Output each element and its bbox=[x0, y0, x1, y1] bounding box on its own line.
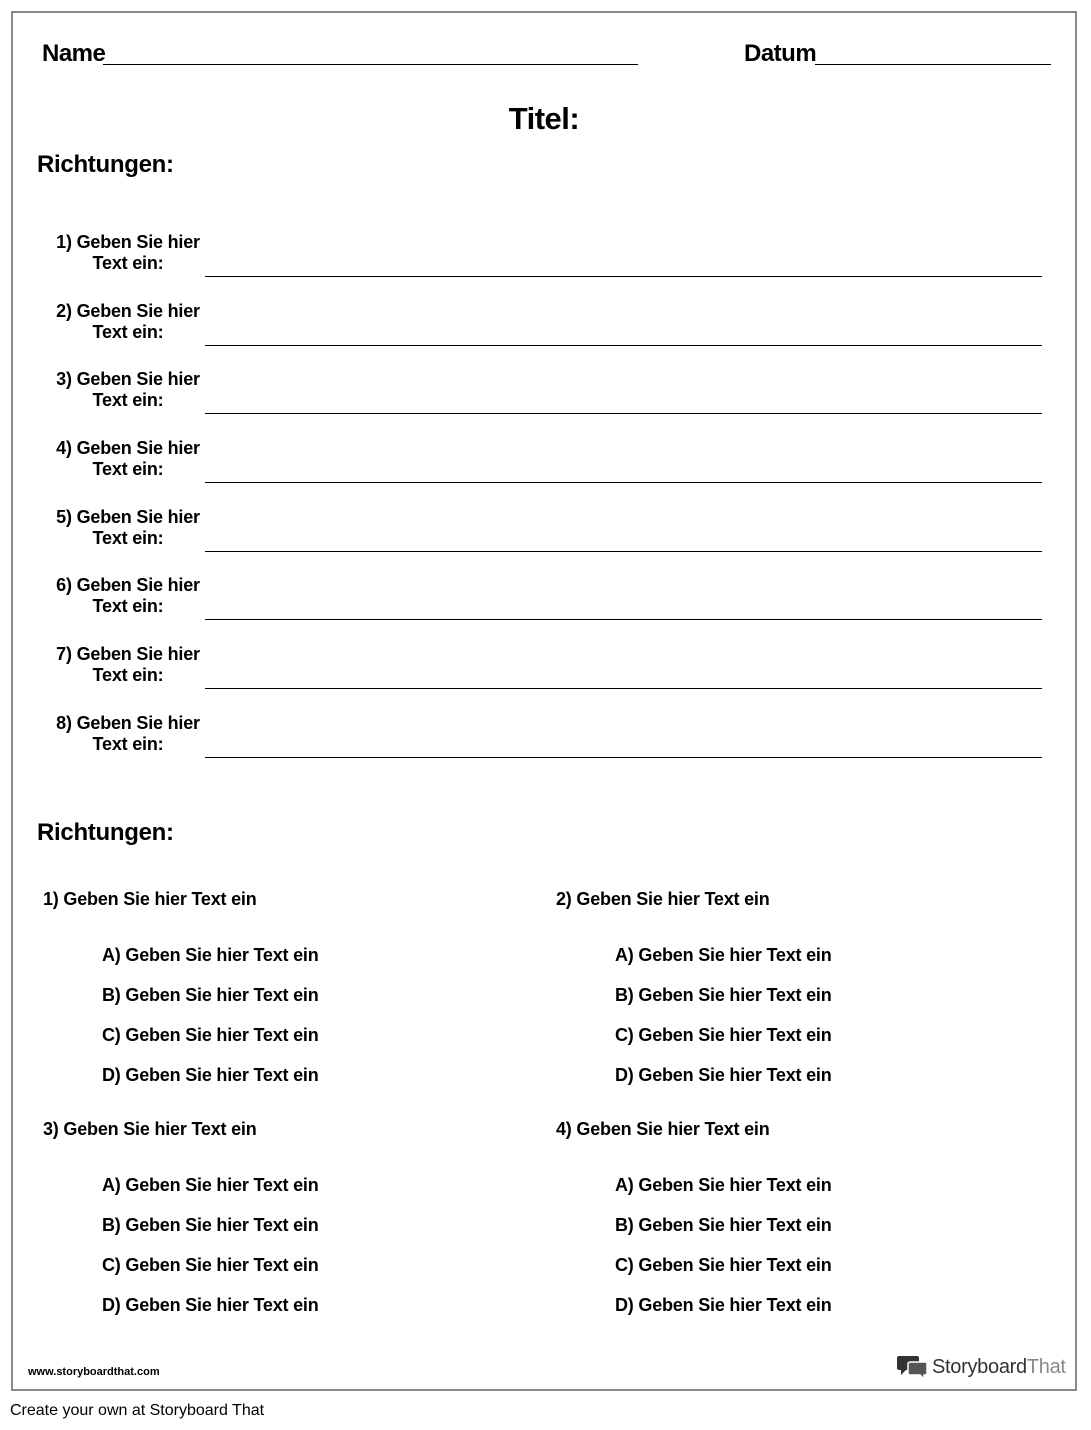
question-label: 6) Geben Sie hier Text ein: bbox=[56, 575, 200, 616]
directions-heading-1: Richtungen: bbox=[37, 151, 174, 178]
answer-line[interactable] bbox=[205, 413, 1042, 414]
question-label: 3) Geben Sie hier Text ein: bbox=[56, 369, 200, 410]
short-answer-item bbox=[53, 575, 203, 617]
answer-line[interactable] bbox=[205, 688, 1042, 689]
worksheet-page bbox=[11, 11, 1077, 1391]
footer-url[interactable]: www.storyboardthat.com bbox=[28, 1366, 160, 1378]
mc-option[interactable]: B) Geben Sie hier Text ein bbox=[615, 1215, 832, 1235]
short-answer-item bbox=[53, 301, 203, 343]
mc-question-2: 2) Geben Sie hier Text ein bbox=[556, 889, 770, 909]
mc-question-3: 3) Geben Sie hier Text ein bbox=[43, 1119, 257, 1139]
short-answer-item bbox=[53, 369, 203, 411]
short-answer-item bbox=[53, 507, 203, 549]
mc-option[interactable]: B) Geben Sie hier Text ein bbox=[102, 1215, 319, 1235]
page-title: Titel: bbox=[508, 101, 580, 136]
mc-question-4: 4) Geben Sie hier Text ein bbox=[556, 1119, 770, 1139]
directions-heading-2: Richtungen: bbox=[37, 819, 174, 846]
short-answer-item bbox=[53, 713, 203, 755]
answer-line[interactable] bbox=[205, 757, 1042, 758]
short-answer-item bbox=[53, 232, 203, 274]
mc-option[interactable]: C) Geben Sie hier Text ein bbox=[102, 1255, 319, 1275]
mc-option[interactable]: D) Geben Sie hier Text ein bbox=[102, 1065, 319, 1085]
mc-option[interactable]: A) Geben Sie hier Text ein bbox=[615, 1175, 832, 1195]
question-label: 1) Geben Sie hier Text ein: bbox=[56, 232, 200, 273]
storyboardthat-logo[interactable] bbox=[897, 1354, 1066, 1380]
mc-option[interactable]: C) Geben Sie hier Text ein bbox=[615, 1025, 832, 1045]
date-label: Datum bbox=[744, 40, 817, 67]
mc-option[interactable]: D) Geben Sie hier Text ein bbox=[615, 1295, 832, 1315]
answer-line[interactable] bbox=[205, 619, 1042, 620]
mc-option[interactable]: A) Geben Sie hier Text ein bbox=[615, 945, 832, 965]
answer-line[interactable] bbox=[205, 345, 1042, 346]
answer-line[interactable] bbox=[205, 551, 1042, 552]
mc-option[interactable]: B) Geben Sie hier Text ein bbox=[102, 985, 319, 1005]
short-answer-item bbox=[53, 644, 203, 686]
question-label: 2) Geben Sie hier Text ein: bbox=[56, 301, 200, 342]
name-label: Name bbox=[42, 40, 106, 67]
speech-bubbles-icon bbox=[897, 1354, 929, 1380]
mc-option[interactable]: B) Geben Sie hier Text ein bbox=[615, 985, 832, 1005]
question-label: 8) Geben Sie hier Text ein: bbox=[56, 713, 200, 754]
mc-question-1: 1) Geben Sie hier Text ein bbox=[43, 889, 257, 909]
logo-wordmark: StoryboardThat bbox=[932, 1355, 1066, 1378]
answer-line[interactable] bbox=[205, 276, 1042, 277]
mc-option[interactable]: C) Geben Sie hier Text ein bbox=[615, 1255, 832, 1275]
mc-option[interactable]: A) Geben Sie hier Text ein bbox=[102, 945, 319, 965]
name-line[interactable] bbox=[103, 64, 638, 65]
mc-option[interactable]: A) Geben Sie hier Text ein bbox=[102, 1175, 319, 1195]
mc-option[interactable]: D) Geben Sie hier Text ein bbox=[102, 1295, 319, 1315]
question-label: 4) Geben Sie hier Text ein: bbox=[56, 438, 200, 479]
question-label: 5) Geben Sie hier Text ein: bbox=[56, 507, 200, 548]
question-label: 7) Geben Sie hier Text ein: bbox=[56, 644, 200, 685]
credit-line[interactable]: Create your own at Storyboard That bbox=[10, 1402, 265, 1419]
mc-option[interactable]: C) Geben Sie hier Text ein bbox=[102, 1025, 319, 1045]
answer-line[interactable] bbox=[205, 482, 1042, 483]
short-answer-item bbox=[53, 438, 203, 480]
date-line[interactable] bbox=[815, 64, 1051, 65]
mc-option[interactable]: D) Geben Sie hier Text ein bbox=[615, 1065, 832, 1085]
